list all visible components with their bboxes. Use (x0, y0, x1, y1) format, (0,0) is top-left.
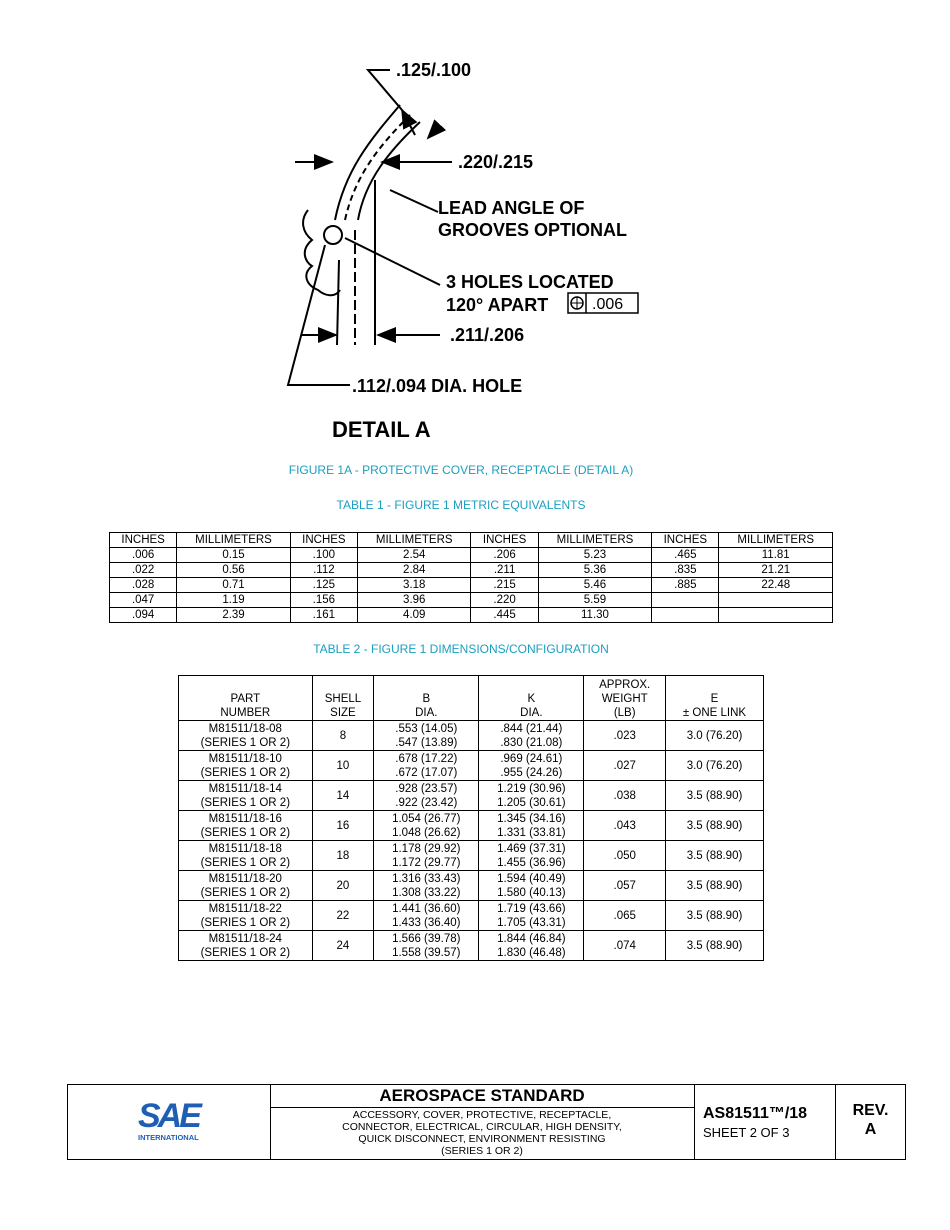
cell-line: .955 (24.26) (500, 766, 563, 779)
sheet-number: SHEET 2 OF 3 (703, 1125, 790, 1140)
cell-line: M81511/18-10 (208, 752, 282, 765)
table-cell: 5.46 (538, 578, 651, 593)
table-row (179, 811, 764, 841)
table-cell: 2.84 (358, 563, 471, 578)
cell-weight: .038 (584, 781, 666, 811)
holes-line1: 3 HOLES LOCATED (446, 272, 614, 292)
column-header: MILLIMETERS (177, 533, 290, 548)
cell-line: 1.705 (43.31) (497, 916, 566, 929)
cell-b (374, 721, 479, 751)
cell-line: 1.345 (34.16) (497, 812, 566, 825)
column-header: MILLIMETERS (719, 533, 833, 548)
cell-e: 3.5 (88.90) (666, 841, 764, 871)
table-cell: 21.21 (719, 563, 833, 578)
column-header (179, 676, 313, 721)
table-cell: 11.81 (719, 548, 833, 563)
column-header: MILLIMETERS (538, 533, 651, 548)
table-row (179, 841, 764, 871)
cell-line: .830 (21.08) (500, 736, 563, 749)
table-cell: .100 (290, 548, 357, 563)
table-cell: .028 (110, 578, 177, 593)
cell-line: 1.469 (37.31) (497, 842, 566, 855)
cell-line: 1.580 (40.13) (497, 886, 566, 899)
header-line: DIA. (520, 707, 543, 719)
cell-shell: 14 (312, 781, 374, 811)
cell-k (479, 901, 584, 931)
table-row (179, 721, 764, 751)
cell-b (374, 931, 479, 961)
column-header (584, 676, 666, 721)
detail-a-svg (240, 40, 680, 450)
table-row (179, 751, 764, 781)
cell-k (479, 751, 584, 781)
table2-caption: TABLE 2 - FIGURE 1 DIMENSIONS/CONFIGURATION (313, 642, 609, 656)
cell-weight: .023 (584, 721, 666, 751)
lead-angle-line1: LEAD ANGLE OF (438, 198, 585, 218)
table-cell: .885 (652, 578, 719, 593)
column-header: INCHES (290, 533, 357, 548)
table-cell: .006 (110, 548, 177, 563)
column-header (479, 676, 584, 721)
cell-line: 1.594 (40.49) (497, 872, 566, 885)
cell-k (479, 871, 584, 901)
cell-k (479, 931, 584, 961)
leader-line (390, 190, 438, 212)
cell-shell: 8 (312, 721, 374, 751)
dim-220-215: .220/.215 (458, 152, 534, 172)
logo-text: SAE (138, 1097, 199, 1135)
table-row (110, 593, 833, 608)
standard-title: AEROSPACE STANDARD (270, 1085, 694, 1108)
leader-line (345, 238, 440, 285)
cell-part (179, 721, 313, 751)
table-cell: 2.39 (177, 608, 290, 623)
revision-value: A (864, 1121, 877, 1138)
table-row (179, 871, 764, 901)
column-header: MILLIMETERS (358, 533, 471, 548)
dim-hole: .112/.094 DIA. HOLE (352, 376, 523, 396)
cell-line: 1.331 (33.81) (497, 826, 566, 839)
cell-k (479, 781, 584, 811)
metric-equivalents-table (109, 532, 833, 623)
cell-weight: .074 (584, 931, 666, 961)
cell-line: M81511/18-16 (208, 812, 282, 825)
header-line: SIZE (330, 707, 356, 719)
cell-b (374, 751, 479, 781)
dimensions-table (178, 675, 764, 961)
cell-b (374, 841, 479, 871)
cell-line: 1.178 (29.92) (392, 842, 461, 855)
cell-part (179, 931, 313, 961)
title-section (270, 1085, 695, 1159)
table-cell: 0.56 (177, 563, 290, 578)
table-cell: 1.19 (177, 593, 290, 608)
column-header (374, 676, 479, 721)
cell-line: 1.558 (39.57) (392, 946, 461, 959)
header-line: SHELL (324, 693, 362, 705)
cell-line: M81511/18-22 (208, 902, 282, 915)
cell-weight: .050 (584, 841, 666, 871)
cell-line: (SERIES 1 OR 2) (200, 886, 291, 899)
cell-shell: 24 (312, 931, 374, 961)
cell-line: M81511/18-20 (208, 872, 282, 885)
table-cell (719, 608, 833, 623)
cell-shell: 20 (312, 871, 374, 901)
cell-b (374, 811, 479, 841)
table-cell: 3.96 (358, 593, 471, 608)
table-cell: 4.09 (358, 608, 471, 623)
cell-line: 1.205 (30.61) (497, 796, 566, 809)
table-row (110, 578, 833, 593)
column-header: INCHES (471, 533, 538, 548)
cell-line: .547 (13.89) (395, 736, 458, 749)
cell-weight: .043 (584, 811, 666, 841)
cell-e: 3.5 (88.90) (666, 901, 764, 931)
table-cell (652, 608, 719, 623)
cell-line: .553 (14.05) (395, 722, 458, 735)
cell-line: (SERIES 1 OR 2) (200, 766, 291, 779)
column-header (312, 676, 374, 721)
description-line: CONNECTOR, ELECTRICAL, CIRCULAR, HIGH DENSITY, (342, 1121, 622, 1133)
table-cell: 5.23 (538, 548, 651, 563)
cell-line: 1.054 (26.77) (392, 812, 461, 825)
cell-line: .969 (24.61) (500, 752, 563, 765)
sae-logo (68, 1085, 271, 1159)
column-header: INCHES (110, 533, 177, 548)
arrow (428, 125, 440, 138)
table-cell: .022 (110, 563, 177, 578)
cell-line: (SERIES 1 OR 2) (200, 946, 291, 959)
cell-line: 1.830 (46.48) (497, 946, 566, 959)
cell-line: 1.172 (29.77) (392, 856, 461, 869)
table-cell (719, 593, 833, 608)
holes-line2: 120° APART (446, 295, 549, 315)
description-line: ACCESSORY, COVER, PROTECTIVE, RECEPTACLE, (352, 1109, 612, 1121)
table1-caption: TABLE 1 - FIGURE 1 METRIC EQUIVALENTS (336, 498, 586, 512)
table-cell: 3.18 (358, 578, 471, 593)
table-cell: 11.30 (538, 608, 651, 623)
cell-line: (SERIES 1 OR 2) (200, 796, 291, 809)
cell-line: (SERIES 1 OR 2) (200, 916, 291, 929)
header-line: E (710, 693, 719, 705)
revision-section (836, 1085, 905, 1159)
cell-e: 3.5 (88.90) (666, 781, 764, 811)
logo-subtext: INTERNATIONAL (138, 1133, 199, 1142)
header-line: PART (230, 693, 261, 705)
header-line: K (527, 693, 536, 705)
table-cell: .835 (652, 563, 719, 578)
header-line: (LB) (613, 707, 636, 719)
cell-line: 1.316 (33.43) (392, 872, 461, 885)
table-cell: .156 (290, 593, 357, 608)
revision-label: REV. (852, 1102, 889, 1119)
header-line: ± ONE LINK (682, 707, 747, 719)
table-row (179, 781, 764, 811)
dim-211-206: .211/.206 (450, 325, 525, 345)
table-row (179, 931, 764, 961)
description-line: QUICK DISCONNECT, ENVIRONMENT RESISTING (358, 1133, 606, 1145)
table-cell: .094 (110, 608, 177, 623)
cell-shell: 18 (312, 841, 374, 871)
cell-line: 1.433 (36.40) (392, 916, 461, 929)
header-line: WEIGHT (601, 693, 648, 705)
cell-line: 1.441 (36.60) (392, 902, 461, 915)
table-header-row (110, 533, 833, 548)
cell-e: 3.0 (76.20) (666, 751, 764, 781)
cell-k (479, 841, 584, 871)
cell-e: 3.5 (88.90) (666, 811, 764, 841)
cell-part (179, 901, 313, 931)
cell-line: M81511/18-08 (208, 722, 282, 735)
cell-line: (SERIES 1 OR 2) (200, 736, 291, 749)
cell-part (179, 871, 313, 901)
cell-line: (SERIES 1 OR 2) (200, 856, 291, 869)
cell-shell: 16 (312, 811, 374, 841)
cell-weight: .057 (584, 871, 666, 901)
table-cell: 2.54 (358, 548, 471, 563)
table-cell: .161 (290, 608, 357, 623)
cell-shell: 10 (312, 751, 374, 781)
leader-line (288, 245, 350, 385)
cell-part (179, 751, 313, 781)
table-row (110, 548, 833, 563)
cell-line: 1.219 (30.96) (497, 782, 566, 795)
cell-line: .844 (21.44) (500, 722, 563, 735)
cell-k (479, 721, 584, 751)
table-row (179, 901, 764, 931)
break-edge (303, 210, 340, 295)
cell-line: M81511/18-14 (208, 782, 282, 795)
cell-line: 1.455 (36.96) (497, 856, 566, 869)
cell-part (179, 811, 313, 841)
cell-b (374, 781, 479, 811)
cell-part (179, 781, 313, 811)
table-cell: .112 (290, 563, 357, 578)
cell-part (179, 841, 313, 871)
dim-125-100: .125/.100 (396, 60, 472, 80)
table-cell: .206 (471, 548, 538, 563)
table-cell: .211 (471, 563, 538, 578)
cell-e: 3.5 (88.90) (666, 931, 764, 961)
cell-e: 3.0 (76.20) (666, 721, 764, 751)
cell-line: .922 (23.42) (395, 796, 458, 809)
header-line: NUMBER (220, 707, 271, 719)
column-header (666, 676, 764, 721)
table-cell (652, 593, 719, 608)
cell-line: 1.048 (26.62) (392, 826, 461, 839)
lead-angle-line2: GROOVES OPTIONAL (438, 220, 628, 240)
cell-line: 1.308 (33.22) (392, 886, 461, 899)
table-cell: 5.36 (538, 563, 651, 578)
table-row (110, 563, 833, 578)
table-row (110, 608, 833, 623)
cell-b (374, 901, 479, 931)
cell-e: 3.5 (88.90) (666, 871, 764, 901)
header-line: APPROX. (599, 679, 651, 691)
cell-line: (SERIES 1 OR 2) (200, 826, 291, 839)
cell-weight: .065 (584, 901, 666, 931)
document-number: AS81511™/18 (703, 1105, 808, 1122)
table-cell: 0.71 (177, 578, 290, 593)
column-header: INCHES (652, 533, 719, 548)
cell-line: M81511/18-18 (208, 842, 282, 855)
cell-line: M81511/18-24 (208, 932, 282, 945)
table-cell: .047 (110, 593, 177, 608)
table-cell: 5.59 (538, 593, 651, 608)
cell-line: 1.719 (43.66) (497, 902, 566, 915)
cell-b (374, 871, 479, 901)
hole-circle (324, 226, 342, 244)
cell-line: .672 (17.07) (395, 766, 458, 779)
table-cell: .220 (471, 593, 538, 608)
document-description (270, 1108, 694, 1157)
detail-a-drawing (240, 40, 680, 450)
tolerance-value: .006 (592, 296, 624, 313)
header-line: B (422, 693, 431, 705)
detail-title: DETAIL A (332, 417, 431, 442)
table-header-row (179, 676, 764, 721)
cell-line: 1.566 (39.78) (392, 932, 461, 945)
table-cell: .445 (471, 608, 538, 623)
table-cell: 0.15 (177, 548, 290, 563)
document-number-section (695, 1085, 836, 1159)
table-cell: 22.48 (719, 578, 833, 593)
figure-caption: FIGURE 1A - PROTECTIVE COVER, RECEPTACLE (DETAIL A) (288, 463, 634, 477)
table-cell: .125 (290, 578, 357, 593)
title-block (67, 1084, 906, 1160)
cell-line: 1.844 (46.84) (497, 932, 566, 945)
cell-line: .678 (17.22) (395, 752, 458, 765)
table-cell: .465 (652, 548, 719, 563)
cell-line: .928 (23.57) (395, 782, 458, 795)
cell-k (479, 811, 584, 841)
body-line (337, 260, 339, 345)
cell-weight: .027 (584, 751, 666, 781)
cell-shell: 22 (312, 901, 374, 931)
description-line: (SERIES 1 OR 2) (441, 1145, 523, 1157)
header-line: DIA. (415, 707, 438, 719)
table-cell: .215 (471, 578, 538, 593)
